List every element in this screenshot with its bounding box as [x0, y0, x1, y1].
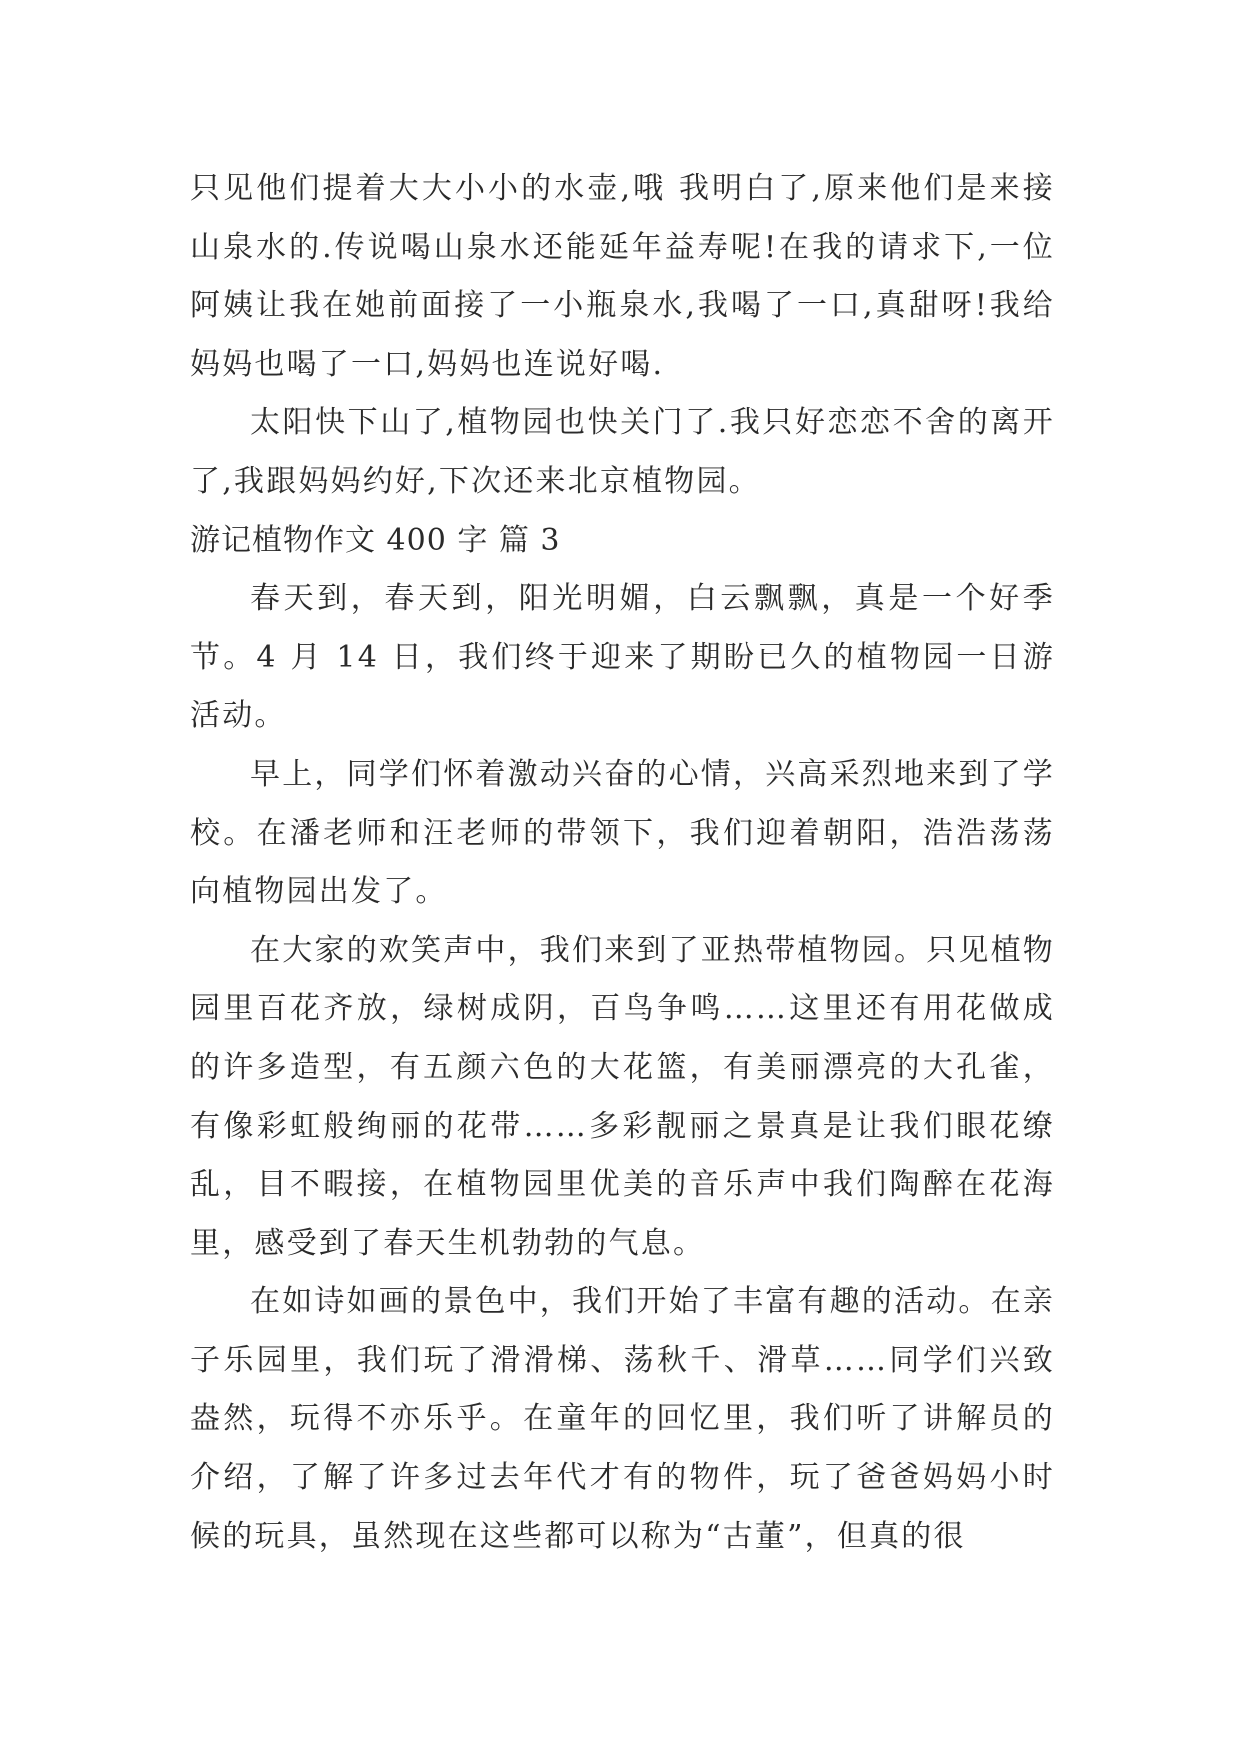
section-paragraph-3: 在大家的欢笑声中，我们来到了亚热带植物园。只见植物园里百花齐放，绿树成阴，百鸟争鸣……这里还有用花做成的许多造型，有五颜六色的大花篮，有美丽漂亮的大孔雀，有像彩虹般绚丽的花带……多彩靓丽之景真是让我们眼花缭乱，目不暇接，在植物园里优美的音乐声中我们陶醉在花海里，感受到了春天生机勃勃的气息。 — [190, 932, 1055, 1261]
paragraph-2: 太阳快下山了,植物园也快关门了.我只好恋恋不舍的离开了,我跟妈妈约好,下次还来北京植物园。 — [190, 405, 1055, 499]
paragraph-1: 只见他们提着大大小小的水壶,哦 我明白了,原来他们是来接山泉水的.传说喝山泉水还能延年益寿呢!在我的请求下,一位阿姨让我在她前面接了一小瓶泉水,我喝了一口,真甜呀!我给妈妈也喝了一口,妈妈也连说好喝. — [190, 171, 1055, 382]
section-paragraph-2: 早上，同学们怀着激动兴奋的心情，兴高采烈地来到了学校。在潘老师和汪老师的带领下，我们迎着朝阳，浩浩荡荡向植物园出发了。 — [190, 756, 1055, 910]
section-heading: 游记植物作文 400 字 篇 3 — [190, 522, 561, 558]
section-paragraph-1: 春天到，春天到，阳光明媚，白云飘飘，真是一个好季节。4 月 14 日，我们终于迎来了期盼已久的植物园一日游活动。 — [190, 581, 1055, 734]
section-paragraph-4: 在如诗如画的景色中，我们开始了丰富有趣的活动。在亲子乐园里，我们玩了滑滑梯、荡秋千、滑草……同学们兴致盎然，玩得不亦乐乎。在童年的回忆里，我们听了讲解员的介绍，了解了许多过去年代才有的物件，玩了爸爸妈妈小时候的玩具，虽然现在这些都可以称为“古董”，但真的很 — [190, 1284, 1055, 1554]
document-body — [190, 160, 1055, 1566]
